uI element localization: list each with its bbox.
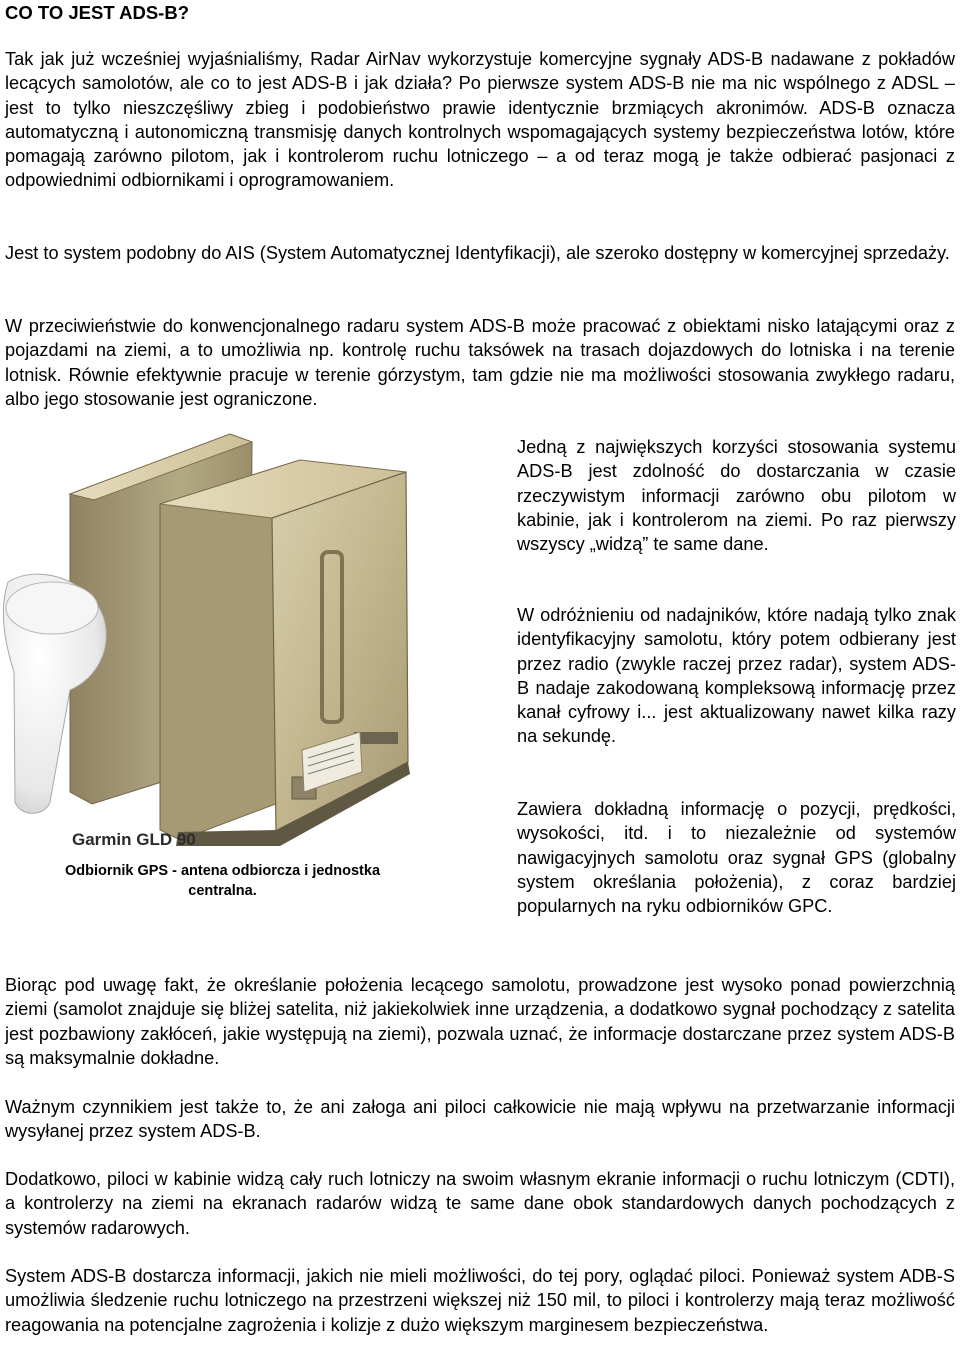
paragraph-cdti: Dodatkowo, piloci w kabinie widzą cały ruch lotniczy na swoim własnym ekranie informacji o ruchu lotniczym (CDTI), a kontrolerzy na ziemi na ekranach radarów widzą te same dane obok standardowych danych pochodzących z systemów radarowych.	[5, 1169, 955, 1238]
page-title: CO TO JEST ADS-B?	[5, 2, 189, 23]
paragraph-radar-comparison: W przeciwieństwie do konwencjonalnego radaru system ADS-B może pracować z obiektami nisko latającymi oraz z pojazdami na ziemi, a to umożliwia np. kontrolę ruchu taksówek na trasach dojazdowych do lotniska i na terenie lotnisk. Równie efektywnie pracuje w terenie górzystym, tam gdzie nie ma możliwości stosowania zwykłego radaru, albo jego stosowanie jest ograniczone.	[5, 316, 955, 409]
product-label: Garmin GLD 90	[72, 830, 196, 849]
paragraph-intro: Tak jak już wcześniej wyjaśnialiśmy, Radar AirNav wykorzystuje komercyjne sygnały ADS-B nadawane z pokładów lecących samolotów, ale co to jest ADS-B i jak działa? Po pierwsze system ADS-B nie ma nic wspólnego z ADSL – jest to tylko nieszczęśliwy zbieg i podobieństwo prawie identycznie brzmiących akronimów. ADS-B oznacza automatyczną i autonomiczną transmisję danych kontrolnych wspomagających systemy bezpieczeństwa lotów, które pomagają zarówno pilotom, jak i kontrolerom ruchu lotniczego – a od teraz mogą je także odbierać pasjonaci z odpowiednimi odbiornikami i oprogramowaniem.	[5, 49, 955, 191]
figure-caption: Odbiornik GPS - antena odbiorcza i jednostka centralna.	[64, 863, 381, 899]
paragraph-accuracy: Biorąc pod uwagę fakt, że określanie położenia lecącego samolotu, prowadzone jest wysoko ponad powierzchnią ziemi (samolot znajduje się bliżej satelita, niż jakiekolwiek inne urządzenia, a dodatkowo sygnał pochodzący z satelita jest pozbawiony zakłóceń, jakie występują na ziemi), pozwala uznać, że informacje dostarczane przez system ADS-B są maksymalnie dokładne.	[5, 975, 955, 1068]
side-paragraph-transmitters: W odróżnieniu od nadajników, które nadają tylko znak identyfikacyjny samolotu, który potem odbierany jest przez radio (zwykle raczej przez radar), system ADS-B nadaje zakodowaną kompleksową informację przez kanał cyfrowy i... jest aktualizowany nawet kilka razy na sekundę.	[517, 605, 956, 747]
paragraph-ais: Jest to system podobny do AIS (System Automatycznej Identyfikacji), ale szeroko dostępny w komercyjnej sprzedaży.	[5, 243, 950, 263]
side-paragraph-contents: Zawiera dokładną informację o pozycji, prędkości, wysokości, itd. i to niezależnie od systemów nawigacyjnych samolotu oraz sygnał GPS (globalny system określania położenia), z coraz bardziej popularnych na ryku odbiorników GPC.	[517, 799, 956, 917]
product-photo	[0, 432, 415, 892]
receiver-unit-image	[0, 432, 415, 862]
paragraph-safety: System ADS-B dostarcza informacji, jakich nie mieli możliwości, do tej pory, oglądać piloci. Ponieważ system ADB-S umożliwia śledzenie ruchu lotniczego na przestrzeni większej niż 150 mil, to piloci i kontrolerzy mają teraz możliwość reagowania na potencjalne zagrożenia i kolizje z dużo większym marginesem bezpieczeństwa.	[5, 1266, 955, 1335]
paragraph-crew-influence: Ważnym czynnikiem jest także to, że ani załoga ani piloci całkowicie nie mają wpływu na przetwarzanie informacji wysyłanej przez system ADS-B.	[5, 1097, 955, 1142]
side-paragraph-benefits: Jedną z największych korzyści stosowania systemu ADS-B jest zdolność do dostarczania w czasie rzeczywistym informacji zarówno obu pilotom w kabinie, jak i kontrolerom na ziemi. Po raz pierwszy wszyscy „widzą” te same dane.	[517, 437, 956, 555]
